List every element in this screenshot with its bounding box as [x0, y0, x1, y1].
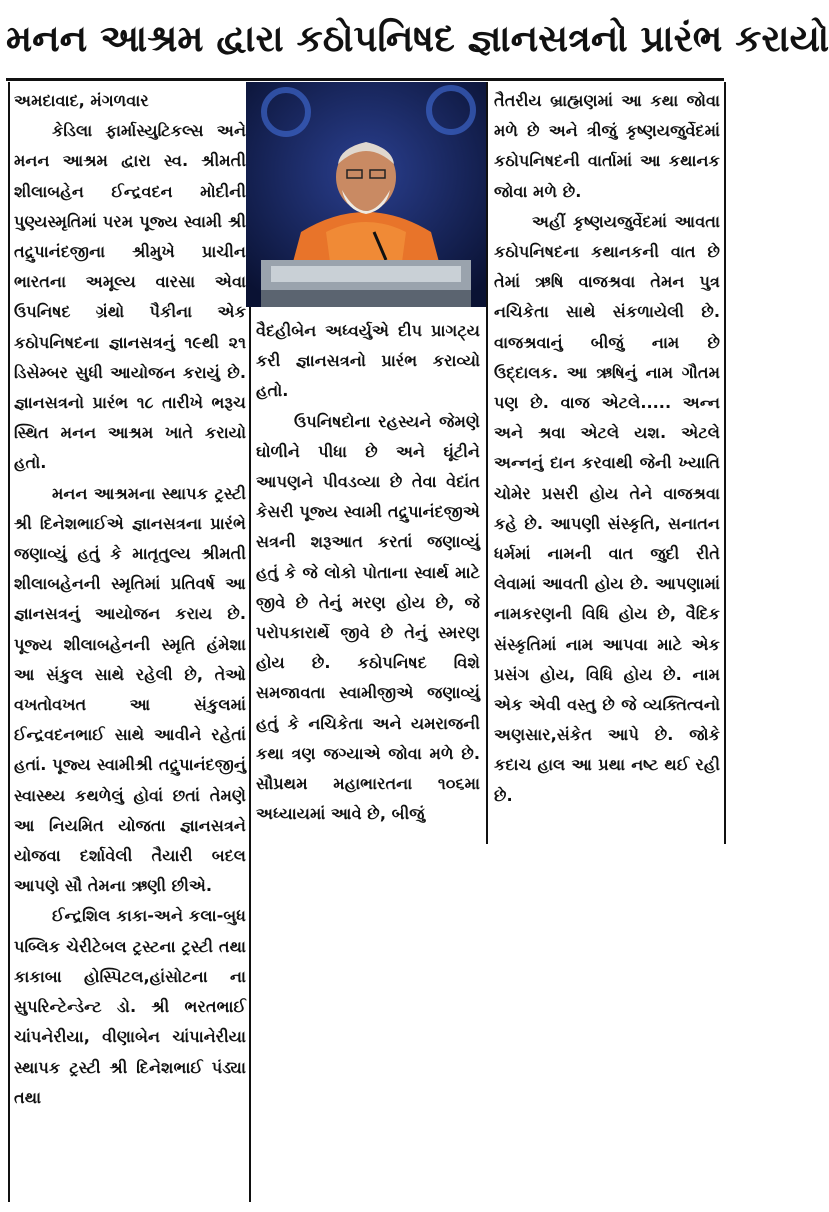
dateline: અમદાવાદ, મંગળવાર — [14, 91, 149, 110]
column-rule-2 — [486, 82, 488, 844]
article-column-3 — [494, 86, 720, 811]
article-column-2 — [256, 316, 480, 829]
column-rule-left — [8, 82, 10, 1202]
headline-rule — [6, 78, 724, 81]
paragraph: ઉપનિષદોના રહસ્યને જેમણે ઘોળીને પીધા છે અને ઘૂંટીને આપણને પીવડવ્યા છે તેવા વેદાંત કેસરી પૂજ્ય સ્વામી તદ્રુપાનંદજીએ સત્રની શરૂઆત કરતાં જણાવ્યું હતું કે જે લોકો પોતાના સ્વાર્થ માટે જીવે છે તેનું મરણ હોય છે, જે પરોપકારાર્થે જીવે છે તેનું સ્મરણ હોય છે. કઠોપનિષદ વિશે સમજાવતા સ્વામીજીએ જણાવ્યું હતું કે નચિકેતા અને યમરાજની કથા ત્રણ જગ્યાએ જોવા મળે છે. સૌપ્રથમ મહાભારતના ૧૦૬મા અધ્યાયમાં આવે છે, બીજું — [256, 411, 480, 824]
column-rule-right — [724, 82, 726, 844]
speaker-photo — [246, 82, 486, 307]
paragraph: ઈન્દ્રશિલ કાકા-અને કલા-બુધ પબ્લિક ચેરીટેબલ ટ્રસ્ટના ટ્રસ્ટી તથા કાકાબા હોસ્પિટલ,હાંસોટના ના સુપરિન્ટેન્ડેન્ટ ડો. શ્રી ભરતભાઈ ચાંપનેરીયા, વીણાબેન ચાંપાનેરીયા સ્થાપક ટ્રસ્ટી શ્રી દિનેશભાઈ પંડ્યા તથા — [14, 906, 246, 1107]
headline: મનન આશ્રમ દ્વારા કઠોપનિષદ જ્ઞાનસત્રનો પ્રારંભ કરાયો — [6, 17, 829, 60]
paragraph: તૈતરીય બ્રાહ્મણમાં આ કથા જોવા મળે છે અને ત્રીજું કૃષ્ણયજુર્વેદમાં કઠોપનિષદની વાર્તામાં આ કથાનક જોવા મળે છે. — [494, 91, 720, 201]
paragraph: વૈદહીબેન અધ્વર્યુએ દીપ પ્રાગટ્ય કરી જ્ઞાનસત્રનો પ્રારંભ કરાવ્યો હતો. — [256, 321, 480, 401]
article-column-1 — [14, 86, 246, 1113]
speaker-photo-illustration — [246, 82, 486, 307]
paragraph: અહીં કૃષ્ણયજુર્વેદમાં આવતા કઠોપનિષદના કથાનકની વાત છે તેમાં ઋષિ વાજશ્રવા તેમન પુત્ર નચિકેતા સાથે સંકળાયેલી છે. વાજશ્રવાનું બીજું નામ છે ઉદ્દાલક. આ ઋષિનું નામ ગૌતમ પણ છે. વાજ એટલે..... અન્ન અને શ્રવા એટલે યશ. એટલે અન્નનું દાન કરવાથી જેની ખ્યાતિ ચોમેર પ્રસરી હોય તેને વાજશ્રવા કહે છે. આપણી સંસ્કૃતિ, સનાતન ધર્મમાં નામની વાત જુદી રીતે લેવામાં આવતી હોય છે. આપણામાં નામકરણની વિધિ હોય છે, વૈદિક સંસ્કૃતિમાં નામ આપવા માટે એક પ્રસંગ હોય, વિધિ હોય છે. નામ એક એવી વસ્તુ છે જે વ્યક્તિત્વનો અણસાર,સંકેત આપે છે. જોકે કદાચ હાલ આ પ્રથા નષ્ટ થઈ રહી છે. — [494, 211, 720, 805]
paragraph: મનન આશ્રમના સ્થાપક ટ્રસ્ટી શ્રી દિનેશભાઈએ જ્ઞાનસત્રના પ્રારંભે જણાવ્યું હતું કે માતૃતુલ્ય શ્રીમતી શીલાબહેનની સ્મૃતિમાં પ્રતિવર્ષ આ જ્ઞાનસત્રનું આયોજન કરાય છે. પૂજ્ય શીલાબહેનની સ્મૃતિ હંમેશા આ સંકુલ સાથે રહેલી છે, તેઓ વખતોવખત આ સંકુલમાં ઈન્દ્રવદનભાઈ સાથે આવીને રહેતાં હતાં. પૂજ્ય સ્વામીશ્રી તદ્રુપાનંદજીનું સ્વાસ્થ્ય કથળેલું હોવાં છતાં તેમણે આ નિયમિત યોજતા જ્ઞાનસત્રને યોજવા દર્શાવેલી તૈયારી બદલ આપણે સૌ તેમના ઋણી છીએ. — [14, 483, 246, 896]
paragraph: કેડિલા ફાર્માસ્યુટિકલ્સ અને મનન આશ્રમ દ્વારા સ્વ. શ્રીમતી શીલાબહેન ઈન્દ્રવદન મોદીની પુણ્યસ્મૃતિમાં પરમ પૂજ્ય સ્વામી શ્રી તદ્રુપાનંદજીના શ્રીમુખે પ્રાચીન ભારતના અમૂલ્ય વારસા એવા ઉપનિષદ ગ્રંથો પૈકીના એક કઠોપનિષદના જ્ઞાનસત્રનું ૧૯થી ૨૧ ડિસેમ્બર સુધી આયોજન કરાયું છે. જ્ઞાનસત્રનો પ્રારંભ ૧૮ તારીખે ભરૂચ સ્થિત મનન આશ્રમ ખાતે કરાયો હતો. — [14, 121, 246, 473]
